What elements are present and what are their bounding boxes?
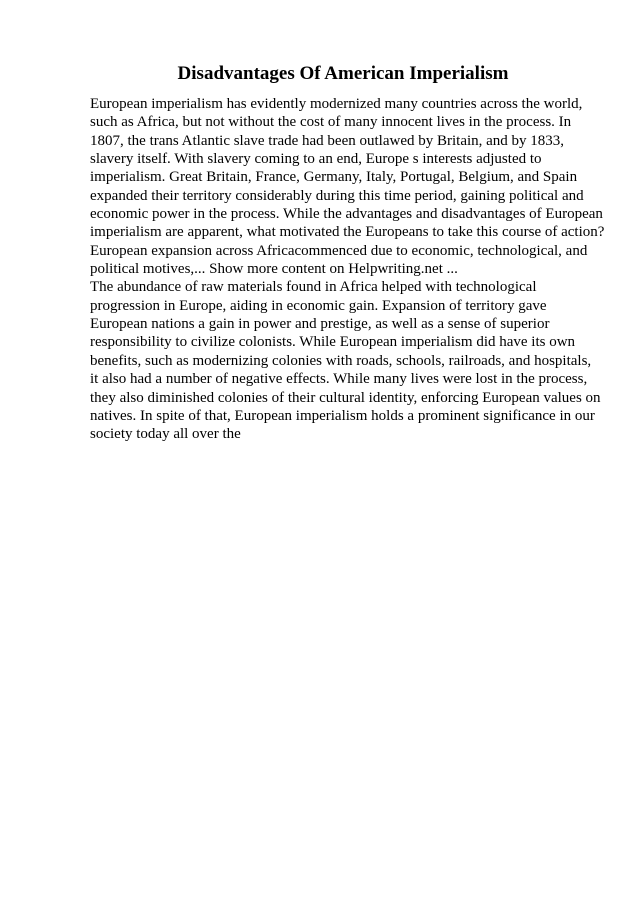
body-line: imperialism. Great Britain, France, Germany, Italy, Portugal, Belgium, and Spain [90,169,578,186]
body-line: imperialism are apparent, what motivated the Europeans to take this course of action? [90,224,605,241]
body-line: society today all over the [90,426,241,443]
document-body [90,95,605,444]
body-line: economic power in the process. While the advantages and disadvantages of European [90,206,603,223]
body-line: slavery itself. With slavery coming to an end, Europe s interests adjusted to [90,151,542,168]
body-line: progression in Europe, aiding in economic gain. Expansion of territory gave [90,297,547,314]
body-line: European imperialism has evidently modernized many countries across the world, [90,96,583,112]
body-line: European expansion across Africacommenced due to economic, technological, and [90,242,588,259]
body-line: such as Africa, but not without the cost of many innocent lives in the process. In [90,114,572,131]
body-line: 1807, the trans Atlantic slave trade had been outlawed by Britain, and by 1833, [90,132,565,149]
body-line: The abundance of raw materials found in Africa helped with technological [90,279,537,296]
body-line: it also had a number of negative effects. While many lives were lost in the process, [90,371,588,388]
body-line: European nations a gain in power and prestige, as well as a sense of superior [90,316,550,333]
body-line: responsibility to civilize colonists. While European imperialism did have its own [90,334,576,351]
document-title: Disadvantages Of American Imperialism [177,63,509,84]
body-line: political motives,... Show more content on Helpwriting.net ... [90,261,458,278]
body-line: expanded their territory considerably during this time period, gaining political and [90,187,584,204]
body-line: natives. In spite of that, European imperialism holds a prominent significance in our [90,407,595,424]
body-line: they also diminished colonies of their cultural identity, enforcing European values on [90,389,601,406]
body-line: benefits, such as modernizing colonies with roads, schools, railroads, and hospitals, [90,352,592,369]
